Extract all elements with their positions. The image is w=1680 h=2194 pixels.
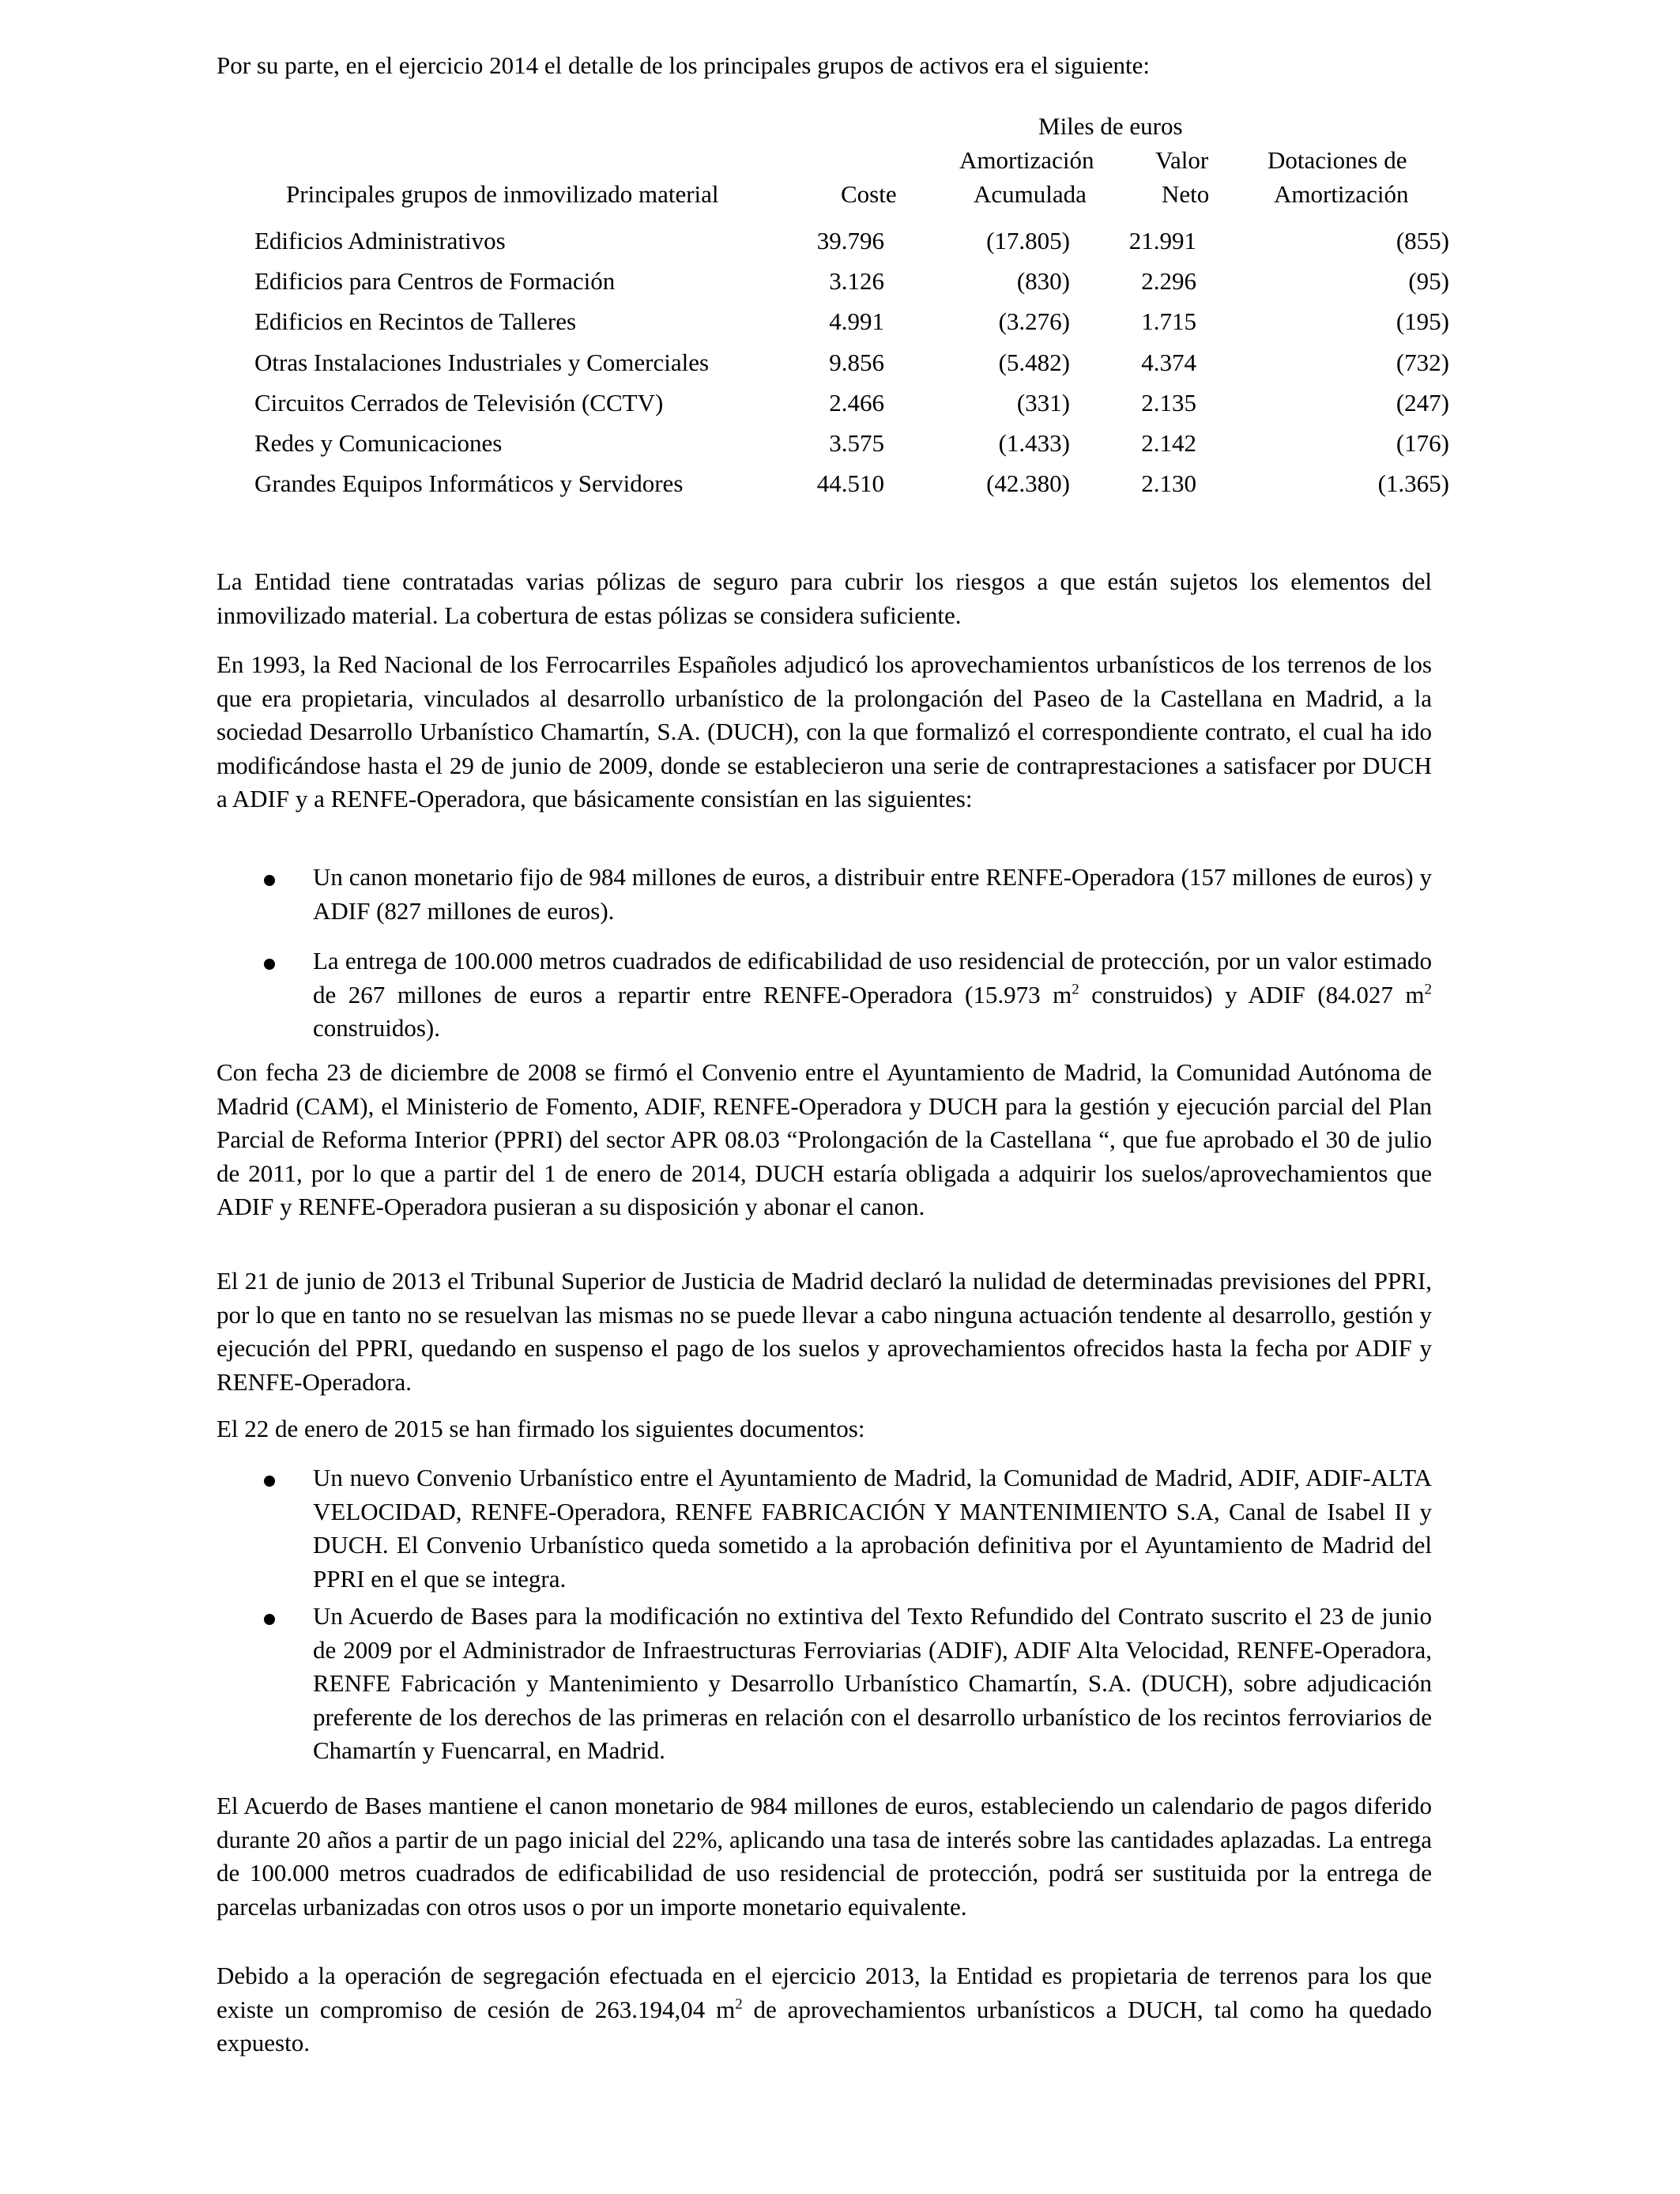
cell-label: Redes y Comunicaciones — [254, 429, 503, 457]
cell-label: Edificios Administrativos — [254, 227, 506, 254]
cell-valor: 2.142 — [1141, 429, 1196, 457]
col-amort-header-1: Amortización — [959, 146, 1094, 174]
col-amort-header-2: Acumulada — [974, 180, 1087, 208]
intro-paragraph: Por su parte, en el ejercicio 2014 el detalle de los principales grupos de activos era el siguiente: — [217, 51, 1151, 79]
cell-amort: (42.380) — [986, 469, 1070, 498]
cell-dotacion: (247) — [1396, 388, 1449, 417]
col-dot-header-1: Dotaciones de — [1268, 146, 1407, 174]
cell-dotacion: (855) — [1396, 227, 1449, 254]
bullet-1-text: Un canon monetario fijo de 984 millones de euros, a distribuir entre RENFE-Operadora (157 millones de euros) y ADIF (827 millones de euros). — [313, 863, 1432, 925]
cell-amort: (3.276) — [998, 307, 1070, 336]
cell-dotacion: (95) — [1408, 267, 1449, 296]
paragraph-acuerdo: El Acuerdo de Bases mantiene el canon monetario de 984 millones de euros, estableciendo un calendario de pagos diferido durante 20 años a partir de un pago inicial del 22%, aplicando una tasa de interés sobre las cantidades aplazadas. La entrega de 100.000 metros cuadrados de edificabilidad de uso residencial de protección, podrá ser sustituida por la entrega de parcelas urbanizadas con otros usos o por un importe monetario equivalente. — [217, 1792, 1432, 1921]
bullet-2-marker — [264, 959, 275, 970]
cell-coste: 44.510 — [816, 469, 884, 498]
cell-coste: 39.796 — [816, 227, 884, 254]
bullet-4-text: Un Acuerdo de Bases para la modificación no extintiva del Texto Refundido del Contrato suscrito el 23 de junio de 2009 por el Administrador de Infraestructuras Ferroviarias (ADIF), ADIF Alta Velocidad, RENFE-Operadora, RENFE Fabricación y Mantenimiento y Desarrollo Urbanístico Chamartín, S.A. (DUCH), sobre adjudicación preferente de los derechos de las primeras en relación con el desarrollo urbanístico de los recintos ferroviarios de Chamartín y Fuencarral, en Madrid. — [313, 1602, 1432, 1764]
bullet-4-marker — [264, 1614, 275, 1625]
cell-label: Circuitos Cerrados de Televisión (CCTV) — [254, 388, 664, 417]
paragraph-1993: En 1993, la Red Nacional de los Ferrocarriles Españoles adjudicó los aprovechamientos urbanísticos de los terrenos de los que era propietaria, vinculados al desarrollo urbanístico de la prolongación del Paseo de la Castellana en Madrid, a la sociedad Desarrollo Urbanístico Chamartín, S.A. (DUCH), con la que formalizó el correspondiente contrato, el cual ha ido modificándose hasta el 29 de junio de 2009, donde se establecieron una serie de contraprestaciones a satisfacer por DUCH a ADIF y a RENFE-Operadora, que básicamente consistían en las siguientes: — [217, 650, 1432, 812]
cell-coste: 3.575 — [829, 429, 884, 457]
bullet-3-text: Un nuevo Convenio Urbanístico entre el Ayuntamiento de Madrid, la Comunidad de Madrid, ADIF, ADIF-ALTA VELOCIDAD, RENFE-Operadora, RENFE FABRICACIÓN Y MANTENIMIENTO S.A, Canal de Isabel II y DUCH. El Convenio Urbanístico queda sometido a la aprobación definitiva por el Ayuntamiento de Madrid del PPRI en el que se integra. — [313, 1464, 1432, 1593]
cell-valor: 4.374 — [1141, 348, 1196, 376]
cell-valor: 2.296 — [1141, 267, 1196, 296]
cell-dotacion: (1.365) — [1377, 469, 1449, 498]
cell-label: Edificios en Recintos de Talleres — [254, 307, 577, 336]
paragraph-2013: El 21 de junio de 2013 el Tribunal Superior de Justicia de Madrid declaró la nulidad de determinadas previsiones del PPRI, por lo que en tanto no se resuelvan las mismas no se puede llevar a cabo ninguna actuación tendente al desarrollo, gestión y ejecución del PPRI, quedando en suspenso el pago de los suelos y aprovechamientos ofrecidos hasta la fecha por ADIF y RENFE-Operadora. — [217, 1267, 1432, 1396]
col-coste-header: Coste — [841, 180, 897, 208]
paragraph-2015: El 22 de enero de 2015 se han firmado los siguientes documentos: — [217, 1415, 865, 1442]
bullet-2-text: La entrega de 100.000 metros cuadrados de edificabilidad de uso residencial de protección, por un valor estimado de 267 millones de euros a repartir entre RENFE-Operadora (15.973 $m^2$ construidos) y ADIF (84.027 $m^2$ construidos). — [313, 947, 1432, 1042]
cell-valor: 21.991 — [1128, 227, 1196, 254]
bullet-3-marker — [264, 1476, 275, 1487]
cell-dotacion: (176) — [1396, 429, 1449, 457]
cell-valor: 1.715 — [1141, 307, 1196, 336]
insurance-paragraph: La Entidad tiene contratadas varias pólizas de seguro para cubrir los riesgos a que están sujetos los elementos del inmovilizado material. La cobertura de estas pólizas se considera suficiente. — [217, 567, 1432, 629]
cell-dotacion: (195) — [1396, 307, 1449, 336]
cell-amort: (331) — [1016, 388, 1070, 417]
cell-label: Edificios para Centros de Formación — [254, 267, 616, 296]
cell-label: Otras Instalaciones Industriales y Comerciales — [254, 348, 710, 376]
cell-coste: 2.466 — [829, 388, 884, 417]
col-valor-header-2: Neto — [1162, 180, 1210, 208]
table-group-header: Miles de euros — [1038, 112, 1183, 140]
col-valor-header-1: Valor — [1155, 146, 1209, 174]
cell-coste: 9.856 — [829, 348, 884, 376]
bullet-1-marker — [264, 875, 275, 886]
cell-dotacion: (732) — [1396, 348, 1449, 376]
paragraph-final: Debido a la operación de segregación efectuada en el ejercicio 2013, la Entidad es propietaria de terrenos para los que existe un compromiso de cesión de 263.194,04 $m^2$ de aprovechamientos urbanísticos a DUCH, tal como ha quedado expuesto. — [217, 1962, 1432, 2056]
cell-amort: (5.482) — [998, 348, 1070, 376]
paragraph-2008: Con fecha 23 de diciembre de 2008 se firmó el Convenio entre el Ayuntamiento de Madrid, la Comunidad Autónoma de Madrid (CAM), el Ministerio de Fomento, ADIF, RENFE-Operadora y DUCH para la gestión y ejecución parcial del Plan Parcial de Reforma Interior (PPRI) del sector APR 08.03 “Prolongación de la Castellana “, que fue aprobado el 30 de julio de 2011, por lo que a partir del 1 de enero de 2014, DUCH estaría obligada a adquirir los suelos/aprovechamientos que ADIF y RENFE-Operadora pusieran a su disposición y abonar el canon. — [217, 1058, 1432, 1220]
cell-valor: 2.130 — [1141, 469, 1196, 498]
cell-coste: 3.126 — [829, 267, 884, 296]
col-dot-header-2: Amortización — [1274, 180, 1409, 208]
col-label-header: Principales grupos de inmovilizado material — [286, 180, 719, 208]
cell-amort: (1.433) — [998, 429, 1070, 457]
cell-coste: 4.991 — [829, 307, 884, 336]
cell-valor: 2.135 — [1141, 388, 1196, 417]
cell-amort: (830) — [1016, 267, 1070, 296]
cell-label: Grandes Equipos Informáticos y Servidores — [254, 469, 684, 498]
cell-amort: (17.805) — [986, 227, 1070, 254]
